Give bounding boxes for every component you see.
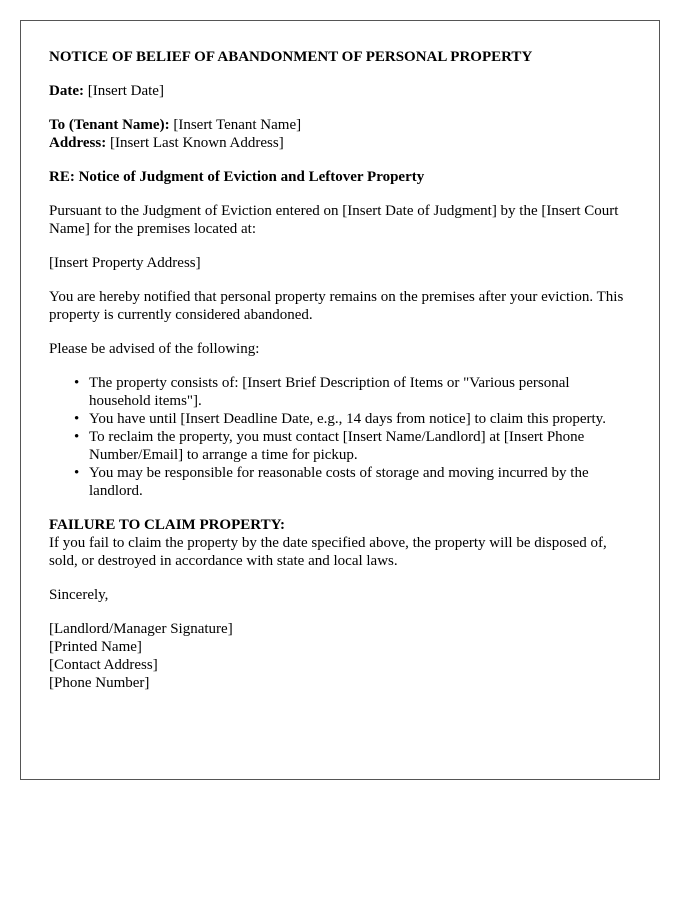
phone-number-line: [Phone Number] (49, 675, 150, 691)
notified-paragraph: You are hereby notified that personal property remains on the premises after your eviction. This property is currently considered abandoned. (49, 289, 624, 323)
tenant-label: To (Tenant Name): (49, 117, 170, 133)
list-item (74, 428, 631, 464)
property-address: [Insert Property Address] (49, 255, 201, 271)
notice-document (20, 20, 660, 780)
list-item-text: The property consists of: [Insert Brief Description of Items or "Various personal household items"]. (89, 375, 570, 409)
bullet-icon: • (74, 429, 80, 445)
signature-line: [Landlord/Manager Signature] (49, 621, 233, 637)
list-item-text: To reclaim the property, you must contact [Insert Name/Landlord] at [Insert Phone Number/Email] to arrange a time for pickup. (89, 429, 585, 463)
date-line (49, 82, 631, 100)
date-value: [Insert Date] (83, 83, 164, 99)
document-title: NOTICE OF BELIEF OF ABANDONMENT OF PERSONAL PROPERTY (49, 49, 533, 65)
list-item (74, 374, 631, 410)
address-line (49, 134, 631, 152)
contact-address-line: [Contact Address] (49, 657, 158, 673)
tenant-line (49, 116, 631, 134)
advised-paragraph: Please be advised of the following: (49, 341, 260, 357)
bullet-icon: • (74, 375, 80, 391)
conditions-list (49, 374, 631, 500)
tenant-value: [Insert Tenant Name] (169, 117, 302, 133)
address-label: Address: (49, 135, 107, 151)
closing: Sincerely, (49, 587, 109, 603)
re-line: RE: Notice of Judgment of Eviction and Leftover Property (49, 169, 425, 185)
printed-name-line: [Printed Name] (49, 639, 142, 655)
bullet-icon: • (74, 411, 80, 427)
list-item-text: You may be responsible for reasonable costs of storage and moving incurred by the landlord. (89, 465, 589, 499)
failure-paragraph: If you fail to claim the property by the date specified above, the property will be disposed of, sold, or destroyed in accordance with state and local laws. (49, 535, 607, 569)
failure-heading: FAILURE TO CLAIM PROPERTY: (49, 517, 286, 533)
pursuant-paragraph: Pursuant to the Judgment of Eviction entered on [Insert Date of Judgment] by the [Insert Court Name] for the premises located at: (49, 203, 619, 237)
list-item-text: You have until [Insert Deadline Date, e.g., 14 days from notice] to claim this property. (89, 411, 606, 427)
address-value: [Insert Last Known Address] (106, 135, 284, 151)
list-item (74, 410, 631, 428)
bullet-icon: • (74, 465, 80, 481)
date-label: Date: (49, 83, 84, 99)
list-item (74, 464, 631, 500)
